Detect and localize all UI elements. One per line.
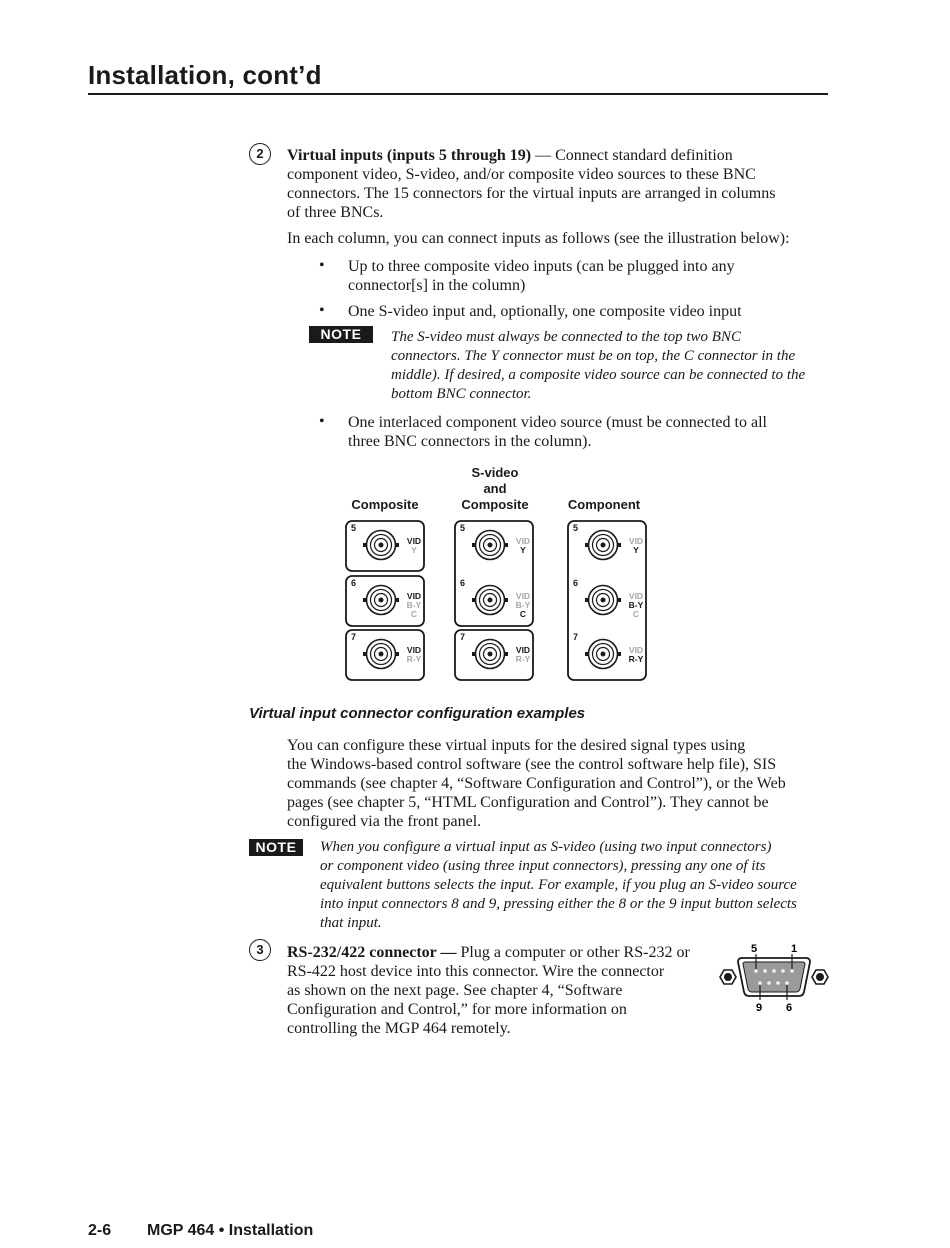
signal-label: Y: [411, 545, 417, 555]
column-label-line: S-video: [471, 465, 519, 480]
note-badge: NOTE: [249, 839, 303, 856]
step2-intro-line: of three BNCs.: [287, 204, 384, 221]
signal-label: VID: [515, 591, 531, 601]
figure-caption: Virtual input connector configuration examples: [249, 705, 586, 722]
port-number: 6: [351, 578, 357, 588]
step3-line: as shown on the next page. See chapter 4, “Software: [287, 982, 623, 999]
port-number: 7: [573, 632, 579, 642]
step2-title: Virtual inputs (inputs 5 through 19): [287, 147, 532, 164]
signal-label: R-Y: [628, 654, 644, 664]
paragraph-line: configured via the front panel.: [287, 813, 482, 830]
page-title: Installation, cont’d: [88, 60, 322, 90]
note-line: The S-video must always be connected to the top two BNC: [391, 329, 741, 345]
column-text: In each column, you can connect inputs as follows (see the illustration below):: [287, 230, 790, 247]
signal-label: C: [410, 609, 418, 619]
signal-label: VID: [406, 536, 422, 546]
port-number: 5: [351, 523, 357, 533]
signal-label: B-Y: [406, 600, 422, 610]
signal-label: VID: [406, 591, 422, 601]
pin-label-1: 1: [790, 943, 798, 955]
step2-intro: [287, 146, 847, 222]
signal-label: Y: [633, 545, 639, 555]
note-badge: NOTE: [309, 326, 373, 343]
bullet-line: Up to three composite video inputs (can be plugged into any: [348, 258, 735, 275]
note-text: [320, 838, 840, 933]
config-paragraph: [287, 736, 847, 831]
rs232-connector-diagram: [718, 940, 832, 1014]
port-number: 6: [573, 578, 579, 588]
signal-label: VID: [515, 536, 531, 546]
signal-label: VID: [406, 645, 422, 655]
footer-text: MGP 464 • Installation: [147, 1222, 314, 1239]
step3-line: controlling the MGP 464 remotely.: [287, 1020, 511, 1037]
bullet-item: [348, 257, 828, 295]
title-rule: [88, 93, 828, 95]
step2-intro-line: — Connect standard definition: [531, 147, 733, 164]
note-line: into input connectors 8 and 9, pressing either the 8 or the 9 input button selects: [320, 896, 797, 912]
signal-label: VID: [628, 591, 644, 601]
bullet-item: [348, 302, 828, 321]
column-label-component: [559, 497, 649, 513]
step3-title: RS-232/422 connector —: [287, 944, 457, 961]
note-line: middle). If desired, a composite video source can be connected to the: [391, 367, 806, 383]
step3-line: Configuration and Control,” for more information on: [287, 1001, 627, 1018]
signal-label: B-Y: [515, 600, 531, 610]
column-label-composite: [340, 497, 430, 513]
signal-label: R-Y: [406, 654, 422, 664]
signal-label: VID: [628, 536, 644, 546]
step2-intro-line: component video, S-video, and/or composite video sources to these BNC: [287, 166, 756, 183]
bullet-dot: •: [319, 257, 325, 274]
paragraph-line: You can configure these virtual inputs for the desired signal types using: [287, 737, 746, 754]
column-label-line: Component: [567, 497, 641, 512]
column-label-line: Composite: [351, 497, 419, 512]
bullet-line: connector[s] in the column): [348, 277, 526, 294]
note-text: [391, 328, 831, 404]
pin-label-9: 9: [755, 1002, 763, 1014]
note-line: When you configure a virtual input as S-video (using two input connectors): [320, 839, 772, 855]
bullet-dot: •: [319, 302, 325, 319]
bullet-line: One interlaced component video source (must be connected to all: [348, 414, 767, 431]
dsub-face: [743, 962, 805, 992]
mount-screw-right: [812, 970, 828, 984]
signal-label: VID: [515, 645, 531, 655]
bnc-connector-diagram: [330, 512, 670, 692]
mount-screw-left: [720, 970, 736, 984]
note-line: or component video (using three input connectors), pressing any one of its: [320, 858, 766, 874]
note-line: equivalent buttons selects the input. For example, if you plug an S-video source: [320, 877, 797, 893]
signal-label: R-Y: [515, 654, 531, 664]
step2-intro-line: connectors. The 15 connectors for the virtual inputs are arranged in columns: [287, 185, 776, 202]
port-number: 5: [460, 523, 466, 533]
note-line: bottom BNC connector.: [391, 386, 532, 402]
column-label-line: Composite: [461, 497, 529, 512]
port-number: 7: [351, 632, 357, 642]
footer-page-number: 2-6: [88, 1222, 112, 1239]
paragraph-line: commands (see chapter 4, “Software Configuration and Control”), or the Web: [287, 775, 786, 792]
step3-text: [287, 943, 717, 1038]
paragraph-line: pages (see chapter 5, “HTML Configuration and Control”). They cannot be: [287, 794, 769, 811]
note-line: that input.: [320, 915, 382, 931]
pin-label-5: 5: [750, 943, 758, 955]
port-number: 7: [460, 632, 466, 642]
column-label-svideo: [448, 465, 542, 513]
port-number: 6: [460, 578, 466, 588]
note-line: connectors. The Y connector must be on top, the C connector in the: [391, 348, 796, 364]
signal-label: VID: [628, 645, 644, 655]
paragraph-line: the Windows-based control software (see the control software help file), SIS: [287, 756, 777, 773]
bullet-item: [348, 413, 828, 451]
pin-label-6: 6: [785, 1002, 793, 1014]
signal-label: C: [519, 609, 527, 619]
step-number-2: 2: [249, 143, 271, 165]
step-number-3: 3: [249, 939, 271, 961]
step3-line: RS-422 host device into this connector. Wire the connector: [287, 963, 665, 980]
column-label-line: and: [483, 481, 507, 496]
signal-label: Y: [520, 545, 526, 555]
signal-label: C: [632, 609, 640, 619]
port-number: 5: [573, 523, 579, 533]
step3-line: Plug a computer or other RS-232 or: [456, 944, 690, 961]
bullet-dot: •: [319, 413, 325, 430]
signal-label: B-Y: [628, 600, 644, 610]
bullet-line: One S-video input and, optionally, one composite video input: [348, 303, 742, 320]
bullet-line: three BNC connectors in the column).: [348, 433, 592, 450]
